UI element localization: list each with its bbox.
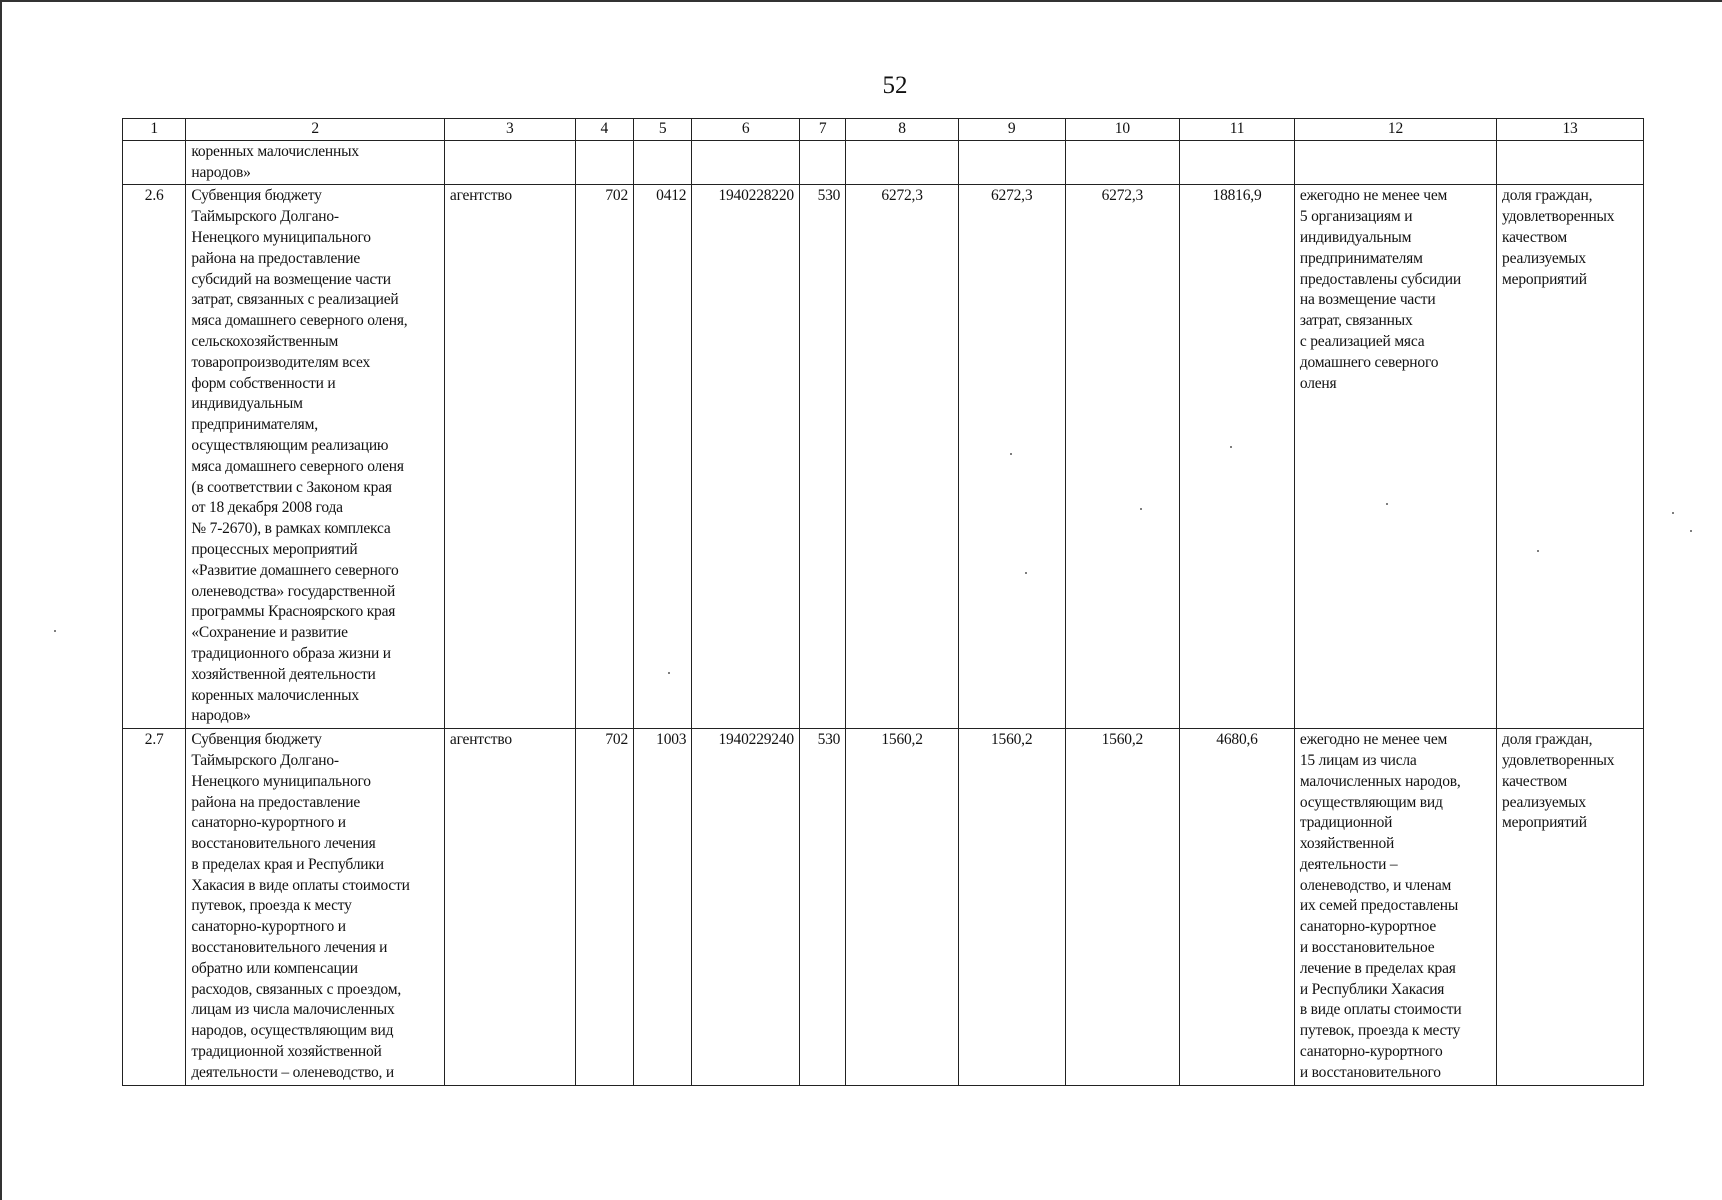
scan-speck — [54, 630, 56, 632]
description-cell: коренных малочисленных народов» — [186, 140, 445, 185]
column-header: 3 — [444, 119, 575, 141]
executor-cell: агентство — [444, 729, 575, 1086]
column-header: 11 — [1180, 119, 1295, 141]
table-row — [123, 729, 1644, 1086]
grbs-cell: 702 — [575, 185, 633, 729]
column-header: 12 — [1294, 119, 1496, 141]
scan-speck — [1140, 508, 1142, 510]
grbs-cell: 702 — [575, 729, 633, 1086]
description-cell: Субвенция бюджету Таймырского Долгано- Ненецкого муниципального района на предоставление санаторно-курортного и восстановительного лечения в пределах края и Республики Хакасия в виде оплаты стоимости путевок, проезда к месту санаторно-курортного и восстановительного лечения и обратно или компенсации расходов, связанных с проездом, лицам из числа малочисленных народов, осуществляющим вид традиционной хозяйственной деятельности – оленеводство, и — [186, 729, 445, 1086]
year1-amount-cell: 1560,2 — [846, 729, 959, 1086]
column-header: 2 — [186, 119, 445, 141]
vr-cell: 530 — [799, 185, 845, 729]
scan-border-left — [0, 0, 2, 1200]
row-number-cell: 2.6 — [123, 185, 186, 729]
rzpr-cell: 1003 — [634, 729, 692, 1086]
column-header: 7 — [799, 119, 845, 141]
column-header: 1 — [123, 119, 186, 141]
description-cell: Субвенция бюджету Таймырского Долгано- Ненецкого муниципального района на предоставление субсидий на возмещение части затрат, связанных с реализацией мяса домашнего северного оленя, сельскохозяйственным товаропроизводителям всех форм собственности и индивидуальным предпринимателям, осуществляющим реализацию мяса домашнего северного оленя (в соответствии с Законом края от 18 декабря 2008 года № 7-2670), в рамках комплекса процессных мероприятий «Развитие домашнего северного оленеводства» государственной программы Красноярского края «Сохранение и развитие традиционного образа жизни и хозяйственной деятельности коренных малочисленных народов» — [186, 185, 445, 729]
executor-cell: агентство — [444, 185, 575, 729]
vr-cell: 530 — [799, 729, 845, 1086]
year3-amount-cell: 1560,2 — [1065, 729, 1180, 1086]
program-measures-table — [122, 118, 1644, 1086]
continuation-row — [123, 140, 1644, 185]
year2-amount-cell: 1560,2 — [958, 729, 1065, 1086]
csr-cell: 1940229240 — [692, 729, 800, 1086]
year3-amount-cell: 6272,3 — [1065, 185, 1180, 729]
table-row — [123, 185, 1644, 729]
column-header: 8 — [846, 119, 959, 141]
row-number-cell: 2.7 — [123, 729, 186, 1086]
total-amount-cell: 18816,9 — [1180, 185, 1295, 729]
column-number-header-row — [123, 119, 1644, 141]
scan-speck — [1230, 446, 1232, 448]
scan-speck — [1386, 503, 1388, 505]
scan-speck — [1010, 453, 1012, 455]
scan-speck — [668, 672, 670, 674]
expected-result-cell: ежегодно не менее чем 5 организациям и индивидуальным предпринимателям предоставлены субсидии на возмещение части затрат, связанных с реализацией мяса домашнего северного оленя — [1294, 185, 1496, 729]
year1-amount-cell: 6272,3 — [846, 185, 959, 729]
csr-cell: 1940228220 — [692, 185, 800, 729]
scan-speck — [1690, 530, 1692, 532]
rzpr-cell: 0412 — [634, 185, 692, 729]
scan-speck — [1025, 572, 1027, 574]
scan-speck — [1672, 512, 1674, 514]
total-amount-cell: 4680,6 — [1180, 729, 1295, 1086]
scan-speck — [1537, 550, 1539, 552]
column-header: 9 — [958, 119, 1065, 141]
scan-border-top — [0, 0, 1722, 2]
column-header: 10 — [1065, 119, 1180, 141]
page-number: 52 — [882, 72, 908, 99]
indicator-cell: доля граждан, удовлетворенных качеством реализуемых мероприятий — [1497, 729, 1644, 1086]
row-number-cell — [123, 140, 186, 185]
column-header: 13 — [1497, 119, 1644, 141]
expected-result-cell: ежегодно не менее чем 15 лицам из числа малочисленных народов, осуществляющим вид традиционной хозяйственной деятельности – оленеводство, и членам их семей предоставлены санаторно-курортное и восстановительное лечение в пределах края и Республики Хакасия в виде оплаты стоимости путевок, проезда к месту санаторно-курортного и восстановительного — [1294, 729, 1496, 1086]
year2-amount-cell: 6272,3 — [958, 185, 1065, 729]
column-header: 6 — [692, 119, 800, 141]
column-header: 4 — [575, 119, 633, 141]
column-header: 5 — [634, 119, 692, 141]
indicator-cell: доля граждан, удовлетворенных качеством реализуемых мероприятий — [1497, 185, 1644, 729]
